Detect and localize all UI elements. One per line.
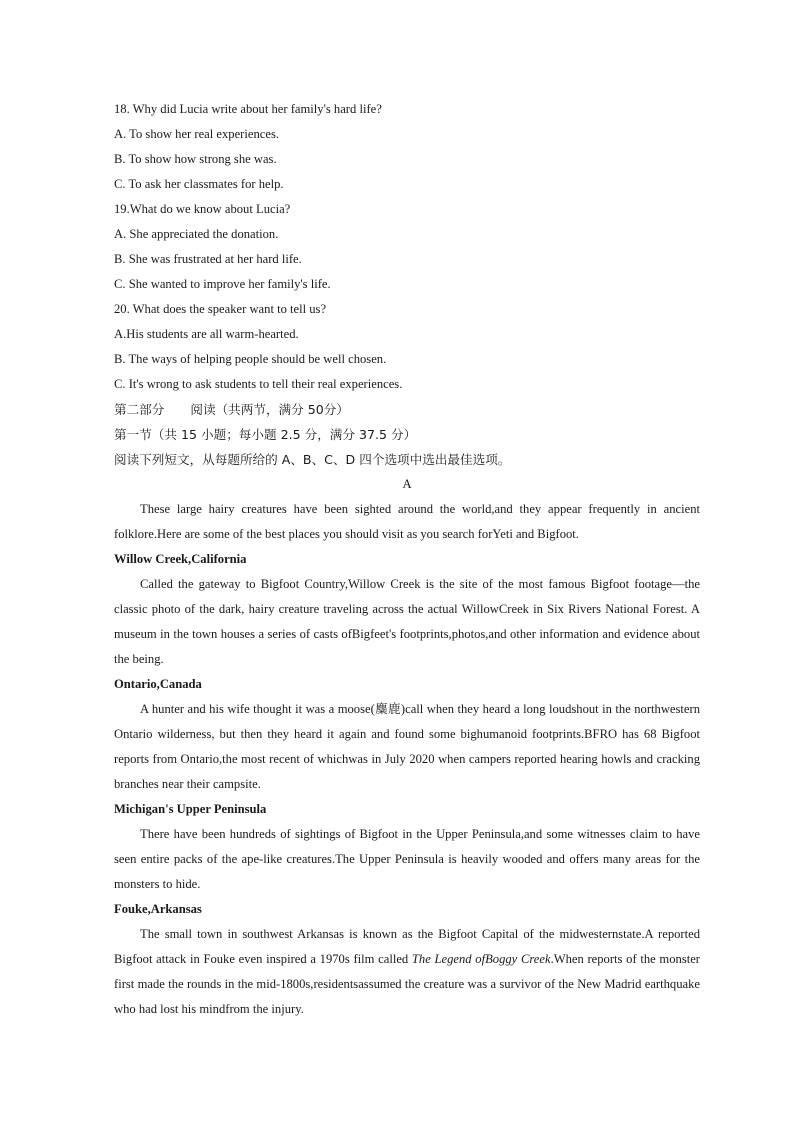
passage-letter: A xyxy=(402,477,412,491)
place-text-fouke xyxy=(114,922,700,1022)
option-19a: A. She appreciated the donation. xyxy=(114,227,279,241)
document-page xyxy=(114,97,700,1022)
section-part-heading xyxy=(114,397,700,422)
film-title: The Legend ofBoggy Creek xyxy=(411,952,551,966)
section-part-title: 阅读（共两节，满分 50分） xyxy=(190,402,349,417)
place-heading-fouke: Fouke,Arkansas xyxy=(114,902,202,916)
option-19b: B. She was frustrated at her hard life. xyxy=(114,252,302,266)
fouke-text-after: .When reports of the monster first made the rounds in the mid-1800s,residentsassumed the creature was a survivor of the New Madrid earthquake who had lost his mindfrom the injury. xyxy=(114,952,701,1016)
option-20b: B. The ways of helping people should be well chosen. xyxy=(114,352,387,366)
passage-intro: These large hairy creatures have been sighted around the world,and they appear frequently in ancient folklore.Here are some of the best places you should visit as you search forYeti and Bigfoot. xyxy=(114,502,700,541)
question-18: 18. Why did Lucia write about her family's hard life? xyxy=(114,102,382,116)
place-heading-willow-creek: Willow Creek,California xyxy=(114,552,247,566)
question-19: 19.What do we know about Lucia? xyxy=(114,202,291,216)
section-instruction: 阅读下列短文，从每题所给的 A、B、C、D 四个选项中选出最佳选项。 xyxy=(114,452,511,467)
place-heading-michigan: Michigan's Upper Peninsula xyxy=(114,802,267,816)
option-18b: B. To show how strong she was. xyxy=(114,152,277,166)
place-text-michigan: There have been hundreds of sightings of Bigfoot in the Upper Peninsula,and some witnesses claim to have seen entire packs of the ape-like creatures.The Upper Peninsula is heavily wooded and offers many areas for the monsters to hide. xyxy=(114,827,700,891)
question-20: 20. What does the speaker want to tell us? xyxy=(114,302,327,316)
option-18a: A. To show her real experiences. xyxy=(114,127,279,141)
place-text-willow-creek: Called the gateway to Bigfoot Country,Willow Creek is the site of the most famous Bigfoot footage—the classic photo of the dark, hairy creature traveling across the actual WillowCreek in Six Rivers National Forest. A museum in the town houses a series of casts ofBigfeet's footprints,photos,and other information and evidence about the being. xyxy=(114,577,700,666)
option-18c: C. To ask her classmates for help. xyxy=(114,177,284,191)
option-20c: C. It's wrong to ask students to tell their real experiences. xyxy=(114,377,403,391)
option-19c: C. She wanted to improve her family's life. xyxy=(114,277,331,291)
section-sub-heading: 第一节（共 15 小题；每小题 2.5 分，满分 37.5 分） xyxy=(114,427,417,442)
fouke-text-before: The small town in southwest Arkansas is known as the Bigfoot Capital of the midwesternstate.A reported Bigfoot attack in Fouke even inspired a 1970s film called xyxy=(114,927,700,966)
section-part: 第二部分 xyxy=(114,402,165,417)
option-20a: A.His students are all warm-hearted. xyxy=(114,327,299,341)
place-heading-ontario: Ontario,Canada xyxy=(114,677,202,691)
place-text-ontario: A hunter and his wife thought it was a moose(麋鹿)call when they heard a long loudshout in the northwestern Ontario wilderness, but then they heard it again and found some bighumanoid footprints.BFRO has 68 Bigfoot reports from Ontario,the most recent of whichwas in July 2020 when campers reported hearing howls and cracking branches near their campsite. xyxy=(114,702,700,791)
